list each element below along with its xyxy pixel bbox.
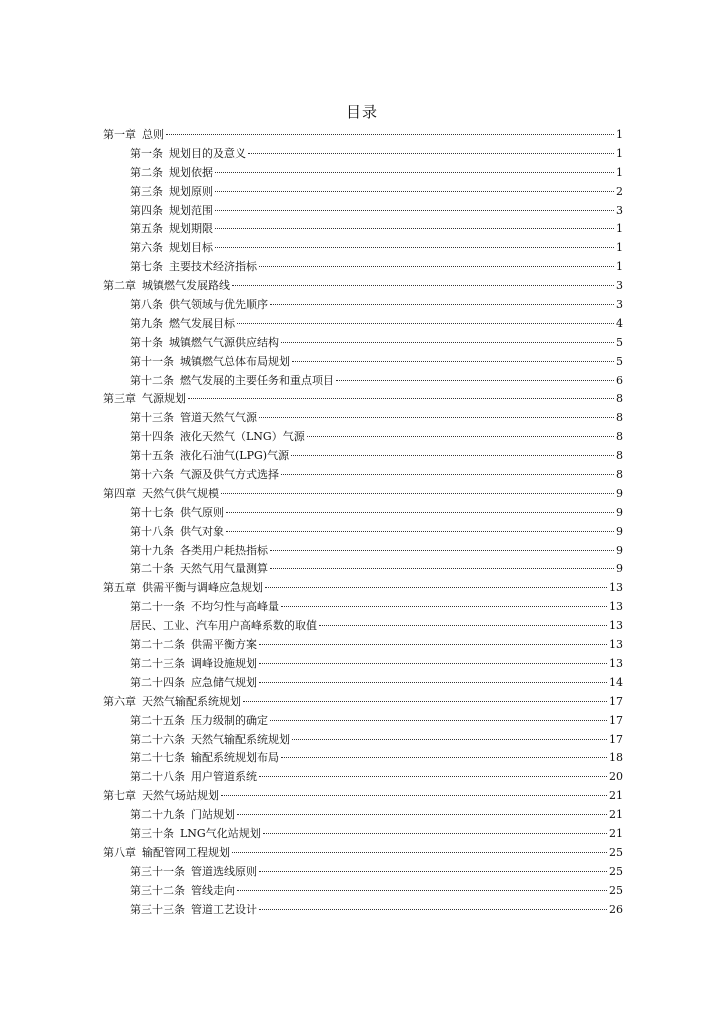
dot-leader (259, 871, 607, 872)
toc-chapter-entry[interactable] (103, 844, 623, 863)
toc-entry-number: 第十九条 (130, 543, 174, 557)
toc-entry-title: 气源规划 (142, 392, 186, 406)
dot-leader (270, 568, 614, 569)
dot-leader (270, 720, 607, 721)
toc-chapter-entry[interactable] (103, 693, 623, 712)
toc-page-number: 20 (609, 770, 623, 784)
toc-article-entry[interactable] (103, 504, 623, 523)
toc-entry-title: 用户管道系统 (191, 770, 257, 784)
toc-entry-number: 第二十四条 (130, 675, 185, 689)
toc-article-entry[interactable] (103, 542, 623, 561)
dot-leader (281, 757, 607, 758)
dot-leader (263, 833, 607, 834)
toc-entry-number: 第三条 (130, 184, 163, 198)
toc-entry-number: 第六章 (103, 694, 136, 708)
toc-entry-number: 第一条 (130, 146, 163, 160)
dot-leader (237, 890, 607, 891)
toc-page-number: 8 (616, 392, 623, 406)
dot-leader (270, 304, 614, 305)
dot-leader (166, 134, 614, 135)
toc-entry-number: 第二十条 (130, 562, 174, 576)
toc-article-entry[interactable] (103, 447, 623, 466)
toc-entry-title: 城镇燃气气源供应结构 (169, 335, 279, 349)
toc-entry-number: 第七章 (103, 789, 136, 803)
toc-entry-title: LNG气化站规划 (180, 826, 261, 840)
toc-page-number: 1 (616, 260, 623, 274)
toc-entry-number: 第二条 (130, 165, 163, 179)
toc-article-entry[interactable] (103, 882, 623, 901)
toc-entry-number: 第二十一条 (130, 600, 185, 614)
toc-page-number: 3 (616, 203, 623, 217)
toc-article-entry[interactable] (103, 636, 623, 655)
toc-entry-title: 天然气供气规模 (142, 486, 219, 500)
toc-page-number: 13 (609, 638, 623, 652)
toc-article-entry[interactable] (103, 258, 623, 277)
dot-leader (292, 361, 614, 362)
toc-entry-title: 液化天然气（LNG）气源 (180, 430, 305, 444)
toc-article-entry[interactable] (103, 220, 623, 239)
toc-entry-title: 应急储气规划 (191, 675, 257, 689)
toc-article-entry[interactable] (103, 428, 623, 447)
table-of-contents (103, 126, 623, 919)
toc-entry-title: 城镇燃气发展路线 (142, 279, 230, 293)
toc-page-number: 21 (609, 789, 623, 803)
dot-leader (215, 191, 614, 192)
toc-entry-number: 第六条 (130, 241, 163, 255)
dot-leader (270, 550, 614, 551)
toc-entry-number: 第二章 (103, 279, 136, 293)
toc-entry-number: 第四章 (103, 486, 136, 500)
dot-leader (221, 493, 614, 494)
toc-article-entry[interactable] (103, 372, 623, 391)
toc-page-number: 13 (609, 619, 623, 633)
toc-article-entry[interactable] (103, 466, 623, 485)
toc-entry-title: 供需平衡方案 (191, 638, 257, 652)
toc-page-number: 13 (609, 581, 623, 595)
toc-entry-number: 第十七条 (130, 505, 174, 519)
toc-entry-number: 第八章 (103, 845, 136, 859)
toc-entry-number: 第十条 (130, 335, 163, 349)
toc-entry-number: 第九条 (130, 316, 163, 330)
dot-leader (221, 795, 607, 796)
toc-entry-number: 第三章 (103, 392, 136, 406)
toc-entry-number: 第二十三条 (130, 656, 185, 670)
toc-page-number: 18 (609, 751, 623, 765)
toc-entry-title: 供气原则 (180, 505, 224, 519)
toc-page-number: 13 (609, 600, 623, 614)
toc-entry-title: 管道天然气气源 (180, 411, 257, 425)
toc-page-number: 1 (616, 128, 623, 141)
toc-chapter-entry[interactable] (103, 126, 623, 145)
toc-entry-title: 供气对象 (180, 524, 224, 538)
toc-entry-number: 第三十二条 (130, 883, 185, 897)
toc-entry-title: 天然气输配系统规划 (142, 694, 241, 708)
toc-article-entry[interactable] (103, 409, 623, 428)
toc-page-number: 3 (616, 279, 623, 293)
toc-page-number: 9 (616, 543, 623, 557)
toc-page-number: 25 (609, 864, 623, 878)
dot-leader (259, 266, 614, 267)
toc-entry-number: 第二十七条 (130, 751, 185, 765)
toc-article-entry[interactable] (103, 145, 623, 164)
toc-entry-title: 管道工艺设计 (191, 902, 257, 916)
toc-article-entry[interactable] (103, 768, 623, 787)
toc-article-entry[interactable] (103, 183, 623, 202)
toc-page-number: 1 (616, 222, 623, 236)
toc-article-entry[interactable] (103, 523, 623, 542)
toc-chapter-entry[interactable] (103, 787, 623, 806)
toc-entry-number: 第一章 (103, 128, 136, 141)
toc-entry-number: 第三十一条 (130, 864, 185, 878)
toc-entry-number: 第十三条 (130, 411, 174, 425)
toc-page-number: 14 (609, 675, 623, 689)
toc-page-number: 5 (616, 335, 623, 349)
dot-leader (248, 153, 614, 154)
toc-page-number: 2 (616, 184, 623, 198)
dot-leader (259, 644, 607, 645)
toc-entry-number: 第五条 (130, 222, 163, 236)
toc-article-entry[interactable] (103, 806, 623, 825)
dot-leader (188, 398, 614, 399)
toc-entry-title: 供气领域与优先顺序 (169, 298, 268, 312)
toc-page-number: 17 (609, 713, 623, 727)
dot-leader (232, 285, 614, 286)
toc-entry-title: 城镇燃气总体布局规划 (180, 354, 290, 368)
toc-entry-number: 第十六条 (130, 468, 174, 482)
toc-entry-title: 供需平衡与调峰应急规划 (142, 581, 263, 595)
toc-entry-title: 天然气用气量测算 (180, 562, 268, 576)
dot-leader (215, 247, 614, 248)
dot-leader (259, 776, 607, 777)
toc-entry-title: 规划范围 (169, 203, 213, 217)
toc-article-entry[interactable] (103, 164, 623, 183)
dot-leader (336, 380, 614, 381)
toc-page-number: 6 (616, 373, 623, 387)
toc-entry-title: 天然气输配系统规划 (191, 732, 290, 746)
toc-article-entry[interactable] (103, 674, 623, 693)
dot-leader (259, 663, 607, 664)
dot-leader (307, 436, 614, 437)
toc-page-number: 13 (609, 656, 623, 670)
toc-article-entry[interactable] (103, 863, 623, 882)
dot-leader (237, 814, 607, 815)
toc-entry-number: 第二十八条 (130, 770, 185, 784)
dot-leader (232, 852, 607, 853)
toc-page-number: 25 (609, 845, 623, 859)
toc-page-number: 9 (616, 562, 623, 576)
toc-entry-title: 总则 (142, 128, 164, 141)
toc-entry-number: 第二十二条 (130, 638, 185, 652)
toc-article-entry[interactable] (103, 560, 623, 579)
dot-leader (215, 228, 614, 229)
toc-article-entry[interactable] (103, 749, 623, 768)
toc-article-entry[interactable] (103, 655, 623, 674)
toc-entry-number: 第三十条 (130, 826, 174, 840)
dot-leader (319, 625, 607, 626)
toc-entry-number: 第十五条 (130, 449, 174, 463)
toc-article-entry[interactable] (103, 296, 623, 315)
dot-leader (226, 531, 614, 532)
toc-entry-title: 输配管网工程规划 (142, 845, 230, 859)
toc-entry-title: 燃气发展目标 (169, 316, 235, 330)
toc-entry-title: 管道选线原则 (191, 864, 257, 878)
dot-leader (259, 417, 614, 418)
toc-entry-title: 主要技术经济指标 (169, 260, 257, 274)
toc-page-number: 5 (616, 354, 623, 368)
toc-page-number: 9 (616, 486, 623, 500)
dot-leader (281, 342, 614, 343)
dot-leader (226, 512, 614, 513)
toc-page-number: 3 (616, 298, 623, 312)
dot-leader (215, 210, 614, 211)
toc-article-entry[interactable] (103, 315, 623, 334)
toc-entry-number: 第十一条 (130, 354, 174, 368)
toc-entry-title: 管线走向 (191, 883, 235, 897)
toc-page-number: 1 (616, 241, 623, 255)
toc-chapter-entry[interactable] (103, 579, 623, 598)
toc-entry-number: 第三十三条 (130, 902, 185, 916)
toc-page-number: 8 (616, 411, 623, 425)
toc-page-number: 1 (616, 146, 623, 160)
toc-entry-title: 燃气发展的主要任务和重点项目 (180, 373, 334, 387)
toc-article-entry[interactable] (103, 617, 623, 636)
toc-entry-title: 规划目标 (169, 241, 213, 255)
toc-entry-number: 第二十五条 (130, 713, 185, 727)
toc-article-entry[interactable] (103, 334, 623, 353)
toc-page-number: 8 (616, 449, 623, 463)
toc-article-entry[interactable] (103, 901, 623, 920)
dot-leader (281, 606, 607, 607)
toc-entry-title: 不均匀性与高峰量 (191, 600, 279, 614)
toc-article-entry[interactable] (103, 825, 623, 844)
dot-leader (237, 323, 614, 324)
toc-entry-number: 第二十六条 (130, 732, 185, 746)
toc-chapter-entry[interactable] (103, 390, 623, 409)
toc-article-entry[interactable] (103, 598, 623, 617)
toc-page-number: 21 (609, 826, 623, 840)
dot-leader (292, 739, 607, 740)
toc-page-number: 25 (609, 883, 623, 897)
toc-article-entry[interactable] (103, 202, 623, 221)
toc-page-number: 21 (609, 808, 623, 822)
dot-leader (243, 701, 607, 702)
toc-article-entry[interactable] (103, 712, 623, 731)
toc-entry-title: 输配系统规划布局 (191, 751, 279, 765)
toc-page-number: 26 (609, 902, 623, 916)
toc-entry-title: 天然气场站规划 (142, 789, 219, 803)
toc-entry-number: 第八条 (130, 298, 163, 312)
dot-leader (215, 172, 614, 173)
toc-page-number: 8 (616, 430, 623, 444)
toc-entry-title: 规划原则 (169, 184, 213, 198)
toc-page-number: 17 (609, 694, 623, 708)
toc-entry-title: 规划依据 (169, 165, 213, 179)
toc-chapter-entry[interactable] (103, 485, 623, 504)
toc-entry-number: 第五章 (103, 581, 136, 595)
toc-entry-number: 第十八条 (130, 524, 174, 538)
toc-chapter-entry[interactable] (103, 277, 623, 296)
toc-page-number: 9 (616, 505, 623, 519)
toc-entry-title: 规划期限 (169, 222, 213, 236)
dot-leader (259, 682, 607, 683)
toc-page-number: 8 (616, 468, 623, 482)
toc-entry-number: 第十四条 (130, 430, 174, 444)
dot-leader (291, 455, 614, 456)
toc-entry-title: 压力级制的确定 (191, 713, 268, 727)
dot-leader (281, 474, 614, 475)
toc-entry-title: 各类用户耗热指标 (180, 543, 268, 557)
toc-entry-title: 居民、工业、汽车用户高峰系数的取值 (130, 619, 317, 633)
toc-article-entry[interactable] (103, 353, 623, 372)
toc-entry-number: 第十二条 (130, 373, 174, 387)
toc-entry-title: 调峰设施规划 (191, 656, 257, 670)
toc-page-number: 1 (616, 165, 623, 179)
toc-entry-number: 第七条 (130, 260, 163, 274)
toc-page-number: 17 (609, 732, 623, 746)
toc-entry-number: 第四条 (130, 203, 163, 217)
toc-article-entry[interactable] (103, 239, 623, 258)
toc-entry-title: 液化石油气(LPG)气源 (180, 449, 290, 463)
toc-entry-title: 气源及供气方式选择 (180, 468, 279, 482)
dot-leader (259, 909, 607, 910)
toc-page-number: 4 (616, 316, 623, 330)
toc-article-entry[interactable] (103, 731, 623, 750)
dot-leader (265, 587, 607, 588)
toc-page-number: 9 (616, 524, 623, 538)
toc-entry-title: 门站规划 (191, 808, 235, 822)
toc-entry-number: 第二十九条 (130, 808, 185, 822)
toc-entry-title: 规划目的及意义 (169, 146, 246, 160)
toc-title: 目录 (345, 103, 378, 121)
